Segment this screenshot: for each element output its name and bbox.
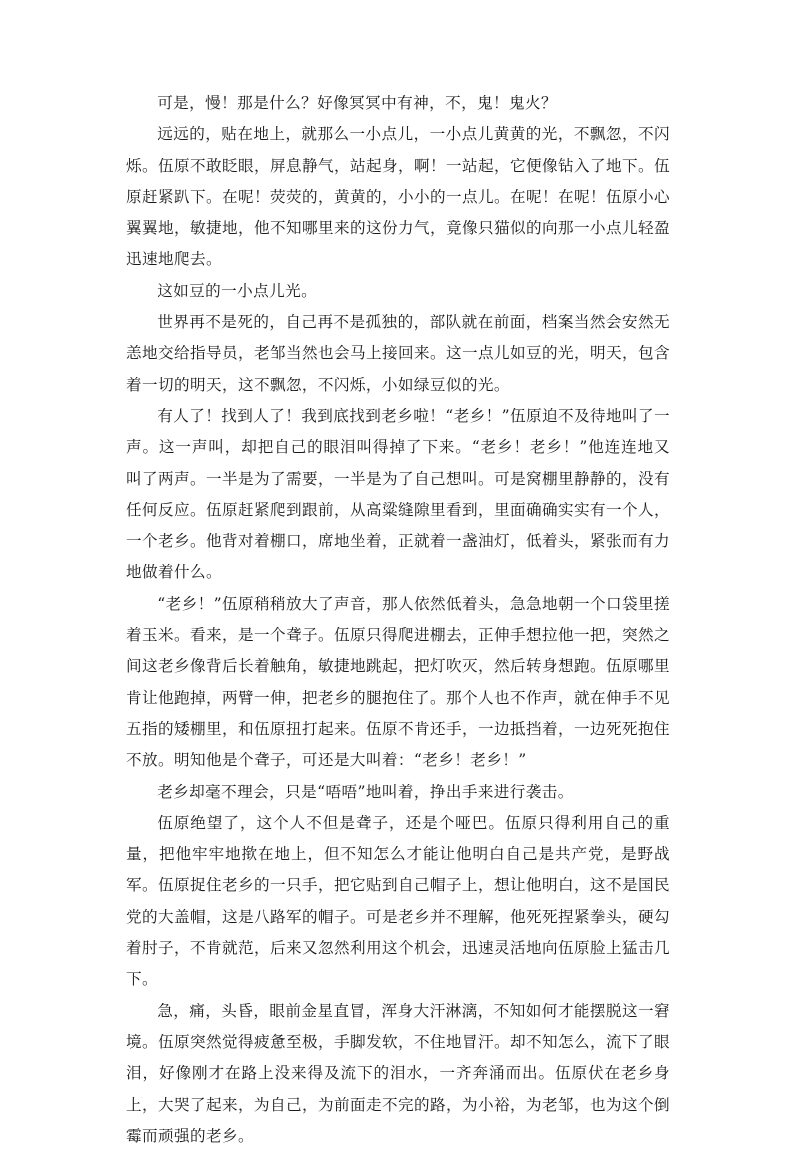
paragraph-2: 远远的，贴在地上，就那么一小点儿，一小点儿黄黄的光，不飘忽，不闪烁。伍原不敢眨眼，屏息静气，站起身，啊！一站起，它便像钻入了地下。伍原赶紧趴下。在呢！荧荧的，黄黄的，小小的一点儿。在呢！在呢！伍原小心翼翼地，敏捷地，他不知哪里来的这份力气，竟像只猫似的向那一小点儿轻盈迅速地爬去。	[126, 125, 670, 269]
paragraph-5: 有人了！找到人了！我到底找到老乡啦！“老乡！”伍原迫不及待地叫了一声。这一声叫，却把自己的眼泪叫得掉了下来。“老乡！老乡！”他连连地又叫了两声。一半是为了需要，一半是为了自己想叫。可是窝棚里静静的，没有任何反应。伍原赶紧爬到跟前，从高粱缝隙里看到，里面确确实实有一个人，一个老乡。他背对着棚口，席地坐着，正就着一盏油灯，低着头，紧张而有力地做着什么。	[126, 406, 670, 582]
document-body	[126, 88, 670, 1152]
paragraph-3: 这如豆的一小点儿光。	[157, 281, 318, 300]
paragraph-6: “老乡！”伍原稍稍放大了声音，那人依然低着头，急急地朝一个口袋里搓着玉米。看来，是一个聋子。伍原只得爬进棚去，正伸手想拉他一把，突然之间这老乡像背后长着触角，敏捷地跳起，把灯吹灭，然后转身想跑。伍原哪里肯让他跑掉，两臂一伸，把老乡的腿抱住了。那个人也不作声，就在伸手不见五指的矮棚里，和伍原扭打起来。伍原不肯还手，一边抵挡着，一边死死抱住不放。明知他是个聋子，可还是大叫着：“老乡！老乡！”	[126, 594, 670, 770]
paragraph-7: 老乡却毫不理会，只是“唔唔”地叫着，挣出手来进行袭击。	[157, 782, 574, 801]
paragraph-1: 可是，慢！那是什么？好像冥冥中有神，不，鬼！鬼火？	[157, 94, 558, 112]
paragraph-9: 急，痛，头昏，眼前金星直冒，浑身大汗淋漓，不知如何才能摆脱这一窘境。伍原突然觉得疲惫至极，手脚发软，不住地冒汗。却不知怎么，流下了眼泪，好像刚才在路上没来得及流下的泪水，一齐奔涌而出。伍原伏在老乡身上，大哭了起来，为自己，为前面走不完的路，为小裕，为老邹，也为这个倒霉而顽强的老乡。	[126, 1001, 670, 1145]
paragraph-4: 世界再不是死的，自己再不是孤独的，部队就在前面，档案当然会安然无恙地交给指导员，老邹当然也会马上接回来。这一点儿如豆的光，明天，包含着一切的明天，这不飘忽，不闪烁，小如绿豆似的光。	[126, 313, 670, 394]
paragraph-8: 伍原绝望了，这个人不但是聋子，还是个哑巴。伍原只得利用自己的重量，把他牢牢地揿在地上，但不知怎么才能让他明白自己是共产党，是野战军。伍原捉住老乡的一只手，把它贴到自己帽子上，想让他明白，这不是国民党的大盖帽，这是八路军的帽子。可是老乡并不理解，他死死捏紧拳头，硬勾着肘子，不肯就范，后来又忽然利用这个机会，迅速灵活地向伍原脸上猛击几下。	[126, 813, 670, 989]
